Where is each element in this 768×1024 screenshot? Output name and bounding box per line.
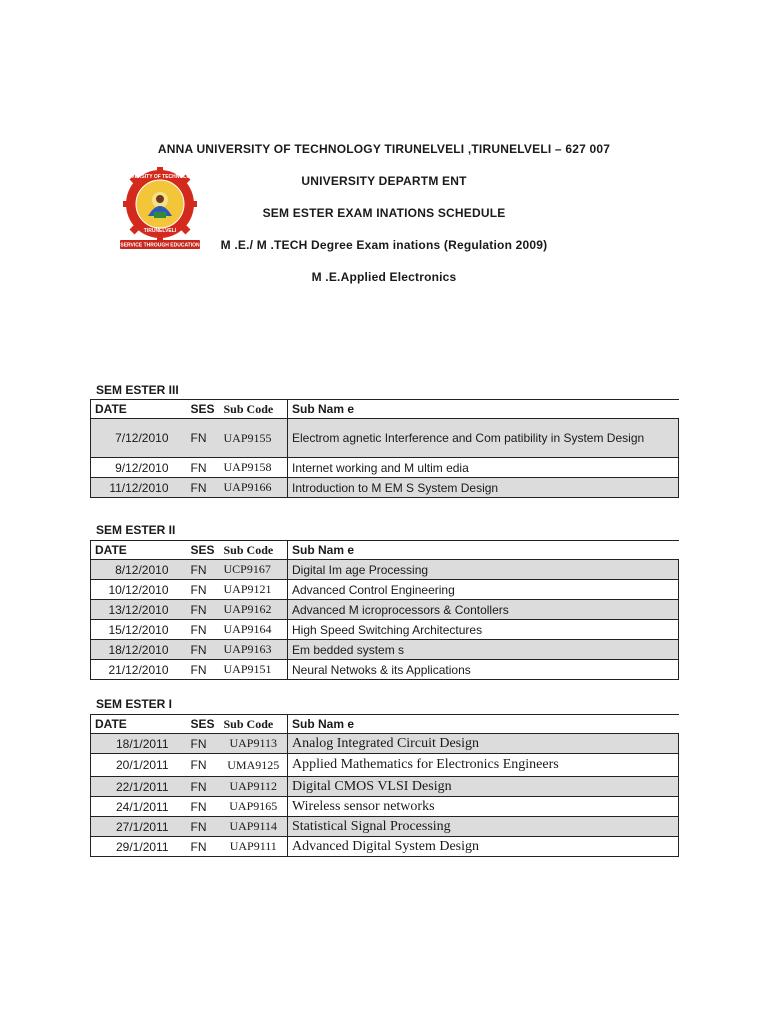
table-row — [91, 580, 679, 600]
table-row — [91, 797, 679, 817]
row-date: 20/1/2011 — [91, 754, 187, 777]
schedule-title: SEM ESTER EXAM INATIONS SCHEDULE — [262, 206, 506, 220]
row-code: UAP9162 — [220, 600, 288, 620]
row-date: 18/12/2010 — [91, 640, 187, 660]
row-ses: FN — [187, 797, 220, 817]
col-ses: SES — [187, 400, 220, 419]
row-ses: FN — [187, 777, 220, 797]
logo-bottom-text: TIRUNELVELI — [143, 228, 177, 234]
col-date: DATE — [91, 541, 187, 560]
row-ses: FN — [187, 560, 220, 580]
row-name: High Speed Switching Architectures — [288, 620, 679, 640]
table-header-row — [91, 400, 679, 419]
row-date: 21/12/2010 — [91, 660, 187, 680]
row-code: UAP9113 — [220, 734, 288, 754]
row-date: 7/12/2010 — [91, 419, 187, 458]
row-name: Digital Im age Processing — [288, 560, 679, 580]
row-name: Internet working and M ultim edia — [288, 458, 679, 478]
table-row — [91, 478, 679, 498]
row-code: UAP9112 — [220, 777, 288, 797]
row-date: 13/12/2010 — [91, 600, 187, 620]
logo-top-text: UNIVERSITY OF TECHNOLOGY — [122, 174, 198, 180]
semester-ii-label: SEM ESTER II — [96, 523, 176, 537]
table-row — [91, 817, 679, 837]
table-header-row — [91, 715, 679, 734]
row-ses: FN — [187, 734, 220, 754]
row-name: Statistical Signal Processing — [288, 817, 679, 837]
row-name: Em bedded system s — [288, 640, 679, 660]
row-name: Electrom agnetic Interference and Com patibility in System Design — [288, 419, 679, 458]
table-header-row — [91, 541, 679, 560]
row-code: UAP9166 — [220, 478, 288, 498]
degree-title: M .E./ M .TECH Degree Exam inations (Regulation 2009) — [220, 238, 548, 252]
col-ses: SES — [187, 541, 220, 560]
row-ses: FN — [187, 660, 220, 680]
table-row — [91, 640, 679, 660]
row-date: 15/12/2010 — [91, 620, 187, 640]
col-date: DATE — [91, 715, 187, 734]
row-date: 27/1/2011 — [91, 817, 187, 837]
row-ses: FN — [187, 419, 220, 458]
table-row — [91, 660, 679, 680]
table-row — [91, 620, 679, 640]
table-row — [91, 419, 679, 458]
row-code: UAP9163 — [220, 640, 288, 660]
row-code: UAP9114 — [220, 817, 288, 837]
col-code: Sub Code — [220, 715, 288, 734]
row-name: Advanced M icroprocessors & Contollers — [288, 600, 679, 620]
col-name: Sub Nam e — [288, 715, 679, 734]
row-ses: FN — [187, 478, 220, 498]
row-ses: FN — [187, 817, 220, 837]
row-date: 22/1/2011 — [91, 777, 187, 797]
row-name: Advanced Digital System Design — [288, 837, 679, 857]
table-row — [91, 600, 679, 620]
table-row — [91, 734, 679, 754]
row-date: 8/12/2010 — [91, 560, 187, 580]
row-date: 29/1/2011 — [91, 837, 187, 857]
row-name: Advanced Control Engineering — [288, 580, 679, 600]
semester-ii-table — [90, 540, 679, 680]
row-name: Wireless sensor networks — [288, 797, 679, 817]
row-ses: FN — [187, 754, 220, 777]
row-name: Applied Mathematics for Electronics Engineers — [288, 754, 679, 777]
row-name: Neural Netwoks & its Applications — [288, 660, 679, 680]
row-code: UAP9165 — [220, 797, 288, 817]
col-date: DATE — [91, 400, 187, 419]
table-row — [91, 837, 679, 857]
logo-motto-text: SERVICE THROUGH EDUCATION — [120, 242, 200, 249]
row-code: UAP9121 — [220, 580, 288, 600]
row-date: 10/12/2010 — [91, 580, 187, 600]
university-logo — [118, 166, 202, 250]
table-row — [91, 754, 679, 777]
row-ses: FN — [187, 837, 220, 857]
semester-i-label: SEM ESTER I — [96, 697, 173, 711]
row-ses: FN — [187, 640, 220, 660]
university-title: ANNA UNIVERSITY OF TECHNOLOGY TIRUNELVELI ,TIRUNELVELI – 627 007 — [157, 142, 611, 156]
row-date: 18/1/2011 — [91, 734, 187, 754]
department-title: UNIVERSITY DEPARTM ENT — [301, 174, 467, 188]
row-name: Introduction to M EM S System Design — [288, 478, 679, 498]
col-name: Sub Nam e — [288, 400, 679, 419]
table-row — [91, 458, 679, 478]
col-code: Sub Code — [220, 541, 288, 560]
row-code: UAP9151 — [220, 660, 288, 680]
row-date: 9/12/2010 — [91, 458, 187, 478]
semester-i-table — [90, 714, 679, 857]
row-code: UAP9158 — [220, 458, 288, 478]
row-ses: FN — [187, 600, 220, 620]
table-row — [91, 777, 679, 797]
table-row — [91, 560, 679, 580]
row-code: UMA9125 — [220, 754, 288, 777]
row-code: UAP9164 — [220, 620, 288, 640]
row-date: 24/1/2011 — [91, 797, 187, 817]
row-name: Analog Integrated Circuit Design — [288, 734, 679, 754]
row-date: 11/12/2010 — [91, 478, 187, 498]
row-code: UCP9167 — [220, 560, 288, 580]
row-ses: FN — [187, 580, 220, 600]
row-ses: FN — [187, 620, 220, 640]
semester-iii-table — [90, 399, 679, 498]
semester-iii-label: SEM ESTER III — [96, 383, 179, 397]
col-code: Sub Code — [220, 400, 288, 419]
row-name: Digital CMOS VLSI Design — [288, 777, 679, 797]
branch-title: M .E.Applied Electronics — [311, 270, 457, 284]
row-code: UAP9155 — [220, 419, 288, 458]
row-ses: FN — [187, 458, 220, 478]
col-name: Sub Nam e — [288, 541, 679, 560]
col-ses: SES — [187, 715, 220, 734]
row-code: UAP9111 — [220, 837, 288, 857]
